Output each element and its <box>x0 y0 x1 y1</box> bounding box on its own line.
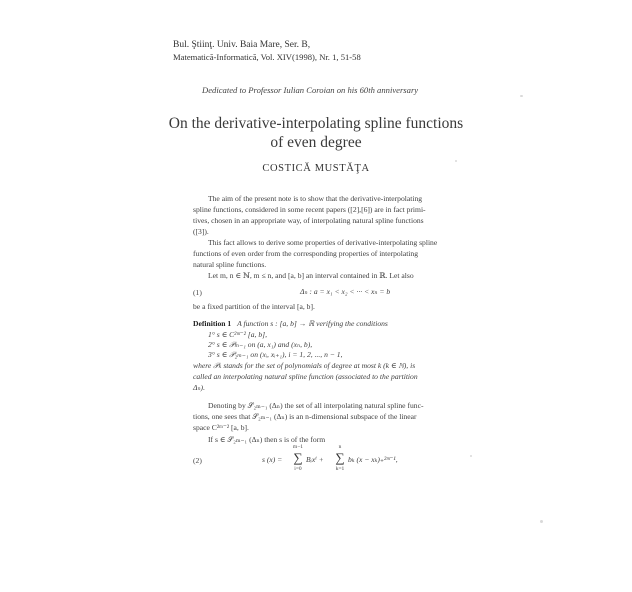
paragraph-line: tions, one sees that 𝒮₂ₘ₋₁ (Δₙ) is an n-dimensional subspace of the linear <box>193 412 417 421</box>
paragraph-line: space C²ᵐ⁻² [a, b]. <box>193 423 249 432</box>
paper-title-line1: On the derivative-interpolating spline functions <box>168 115 464 132</box>
definition-intro: A function s : [a, b] → ℝ verifying the conditions <box>237 319 388 328</box>
equation-2-term2: bₖ (x − xₖ)₊²ᵐ⁻¹, <box>348 455 398 464</box>
abstract-line: spline functions, considered in some recent papers ([2],[6]) are in fact primi- <box>193 205 426 214</box>
equation-2-lhs: s (x) = <box>262 455 283 464</box>
equation-2-number: (2) <box>193 456 202 465</box>
abstract-line: tives, chosen in an appropriate way, of interpolating natural spline functions <box>193 216 424 225</box>
setup-line: Let m, n ∈ ℕ, m ≤ n, and [a, b] an interval contained in ℝ. Let also <box>208 271 414 280</box>
definition-heading <box>193 320 388 328</box>
definition-tail: called an interpolating natural spline function (associated to the partition <box>193 372 418 381</box>
definition-tail: where 𝒫ₖ stands for the set of polynomials of degree at most k (k ∈ ℕ), is <box>193 361 416 370</box>
scan-speck <box>520 95 523 97</box>
journal-header-line1: Bul. Ştiinţ. Univ. Baia Mare, Ser. B, <box>173 40 311 50</box>
abstract-line: The aim of the present note is to show that the derivative-interpolating <box>208 194 423 203</box>
sum2-sigma-icon: ∑ <box>335 450 345 465</box>
scan-speck <box>540 520 543 523</box>
equation-1-number: (1) <box>193 288 202 297</box>
definition-item: 2° s ∈ 𝒫ₘ₋₁ on (a, x₁) and (xₙ, b), <box>208 340 313 349</box>
equation-1: Δₙ : a = x₁ < x₂ < ··· < xₙ = b <box>300 287 391 296</box>
if-line: If s ∈ 𝒮₂ₘ₋₁ (Δₙ) then s is of the form <box>208 435 326 444</box>
definition-item: 3° s ∈ 𝒫₂ₘ₋₁ on (xᵢ, xᵢ₊₁), i = 1, 2, ..., n − 1, <box>208 350 343 359</box>
scan-speck <box>470 455 472 457</box>
author-name: COSTICĂ MUSTĂŢA <box>262 163 370 174</box>
dedication: Dedicated to Professor Iulian Coroian on his 60th anniversary <box>202 85 419 95</box>
partition-line: be a fixed partition of the interval [a, b]. <box>193 302 315 311</box>
abstract-line: This fact allows to derive some properties of derivative-interpolating spline <box>208 238 438 247</box>
abstract-line: functions of even order from the corresponding properties of interpolating <box>193 249 419 258</box>
sum1-lower-limit: i=0 <box>294 466 302 472</box>
scan-speck <box>455 160 457 162</box>
journal-header-line2: Matematică-Informatică, Vol. XIV(1998), Nr. 1, 51-58 <box>173 52 361 62</box>
sum2-upper-limit: n <box>338 444 342 450</box>
definition-tail: Δₙ). <box>193 383 205 392</box>
definition-item: 1° s ∈ C²ᵐ⁻² [a, b], <box>208 330 267 339</box>
paper-title-line2: of even degree <box>270 134 362 151</box>
abstract-line: natural spline functions. <box>193 260 267 269</box>
definition-label: Definition 1 <box>193 319 232 328</box>
sum1-sigma-icon: ∑ <box>293 450 303 465</box>
sum2-lower-limit: k=1 <box>335 466 345 472</box>
sum1-upper-limit: m−1 <box>292 444 304 450</box>
equation-2-term1: Bᵢxⁱ + <box>306 455 324 464</box>
abstract-line: ([3]). <box>193 227 209 236</box>
paragraph-line: Denoting by 𝒮₂ₘ₋₁ (Δₙ) the set of all interpolating natural spline func- <box>208 401 424 410</box>
